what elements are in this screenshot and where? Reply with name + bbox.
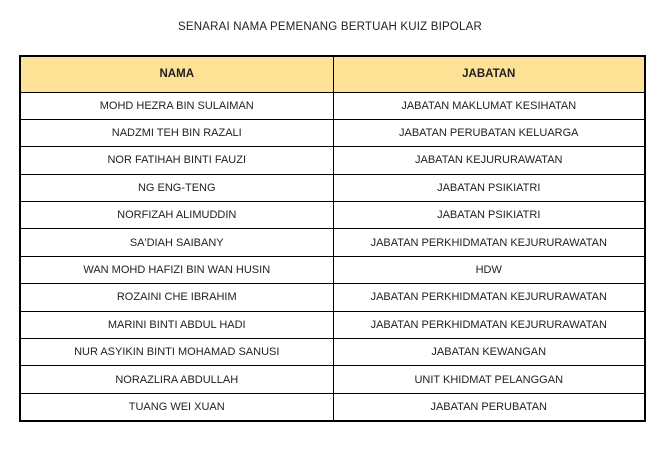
cell-nama: MARINI BINTI ABDUL HADI [20, 311, 333, 338]
table-row [20, 393, 645, 420]
table-row [20, 92, 645, 119]
table-row [20, 366, 645, 393]
cell-jabatan: JABATAN PSIKIATRI [333, 202, 645, 229]
cell-nama: MOHD HEZRA BIN SULAIMAN [20, 92, 333, 119]
cell-nama: TUANG WEI XUAN [20, 393, 333, 420]
table-row [20, 174, 645, 201]
cell-jabatan: JABATAN KEWANGAN [333, 339, 645, 366]
table-row [20, 339, 645, 366]
column-header-jabatan: JABATAN [333, 56, 645, 92]
table-row [20, 229, 645, 256]
cell-jabatan: JABATAN PSIKIATRI [333, 174, 645, 201]
cell-jabatan: JABATAN MAKLUMAT KESIHATAN [333, 92, 645, 119]
cell-jabatan: JABATAN PERKHIDMATAN KEJURURAWATAN [333, 284, 645, 311]
cell-jabatan: JABATAN PERKHIDMATAN KEJURURAWATAN [333, 311, 645, 338]
cell-nama: NUR ASYIKIN BINTI MOHAMAD SANUSI [20, 339, 333, 366]
table-row [20, 284, 645, 311]
page-title: SENARAI NAMA PEMENANG BERTUAH KUIZ BIPOLAR [177, 21, 483, 33]
table-row [20, 256, 645, 283]
table-header [20, 56, 645, 92]
cell-jabatan: JABATAN PERKHIDMATAN KEJURURAWATAN [333, 229, 645, 256]
table-row [20, 147, 645, 174]
cell-jabatan: JABATAN PERUBATAN KELUARGA [333, 119, 645, 146]
cell-nama: NORAZLIRA ABDULLAH [20, 366, 333, 393]
cell-jabatan: JABATAN KEJURURAWATAN [333, 147, 645, 174]
cell-nama: ROZAINI CHE IBRAHIM [20, 284, 333, 311]
cell-nama: WAN MOHD HAFIZI BIN WAN HUSIN [20, 256, 333, 283]
cell-nama: NADZMI TEH BIN RAZALI [20, 119, 333, 146]
column-header-nama: NAMA [20, 56, 333, 92]
header-row [20, 56, 645, 92]
cell-nama: NOR FATIHAH BINTI FAUZI [20, 147, 333, 174]
cell-jabatan: HDW [333, 256, 645, 283]
cell-jabatan: JABATAN PERUBATAN [333, 393, 645, 420]
cell-nama: NORFIZAH ALIMUDDIN [20, 202, 333, 229]
table-row [20, 311, 645, 338]
cell-nama: SA'DIAH SAIBANY [20, 229, 333, 256]
table-body [20, 92, 645, 421]
cell-jabatan: UNIT KHIDMAT PELANGGAN [333, 366, 645, 393]
table-row [20, 202, 645, 229]
table-row [20, 119, 645, 146]
winners-table [19, 55, 646, 422]
cell-nama: NG ENG-TENG [20, 174, 333, 201]
